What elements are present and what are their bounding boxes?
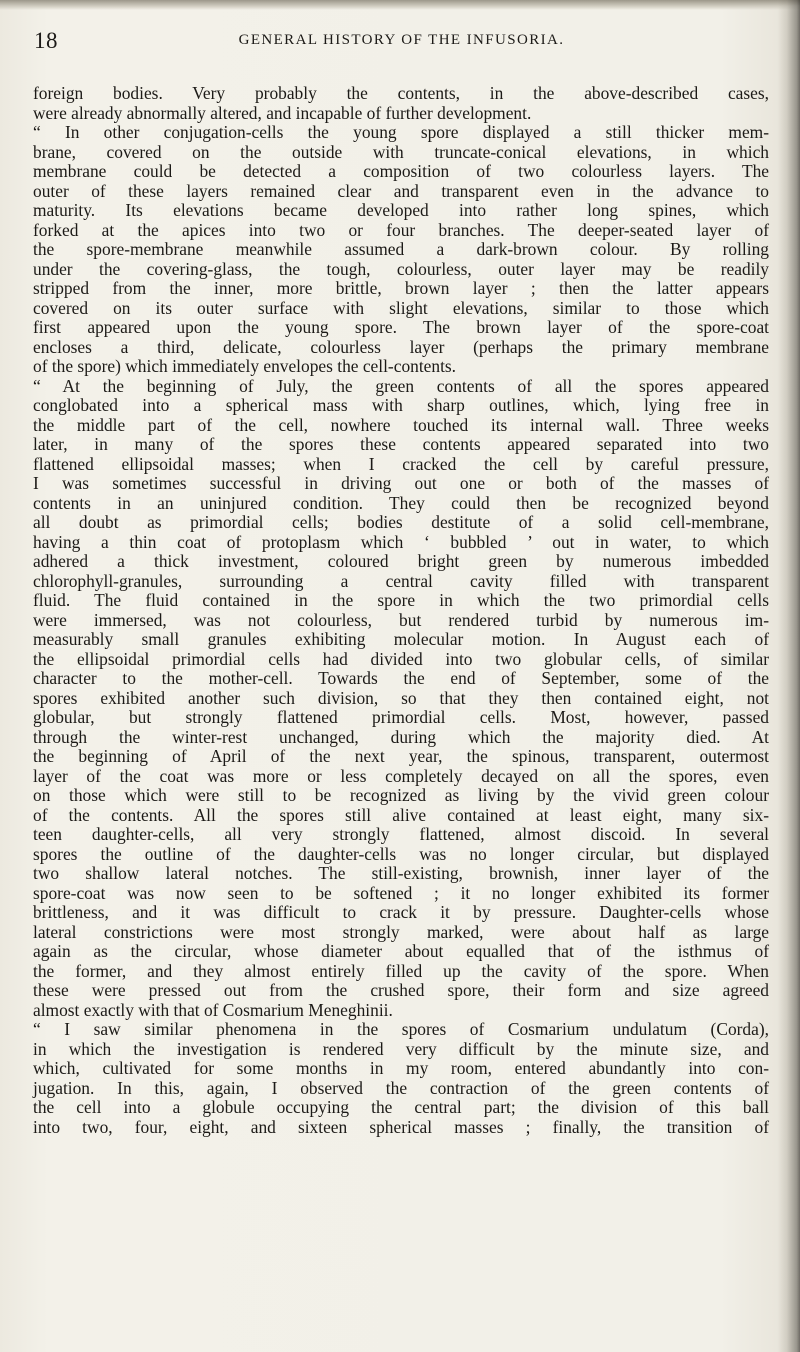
text-line: first appeared upon the young spore. The brown layer of the spore-coat bbox=[33, 317, 769, 337]
text-line: globular, but strongly flattened primordial cells. Most, however, passed bbox=[33, 707, 769, 727]
text-line: covered on its outer surface with slight elevations, similar to those which bbox=[33, 297, 769, 318]
text-line: chlorophyll-granules, surrounding a central cavity filled with transparent bbox=[33, 570, 769, 591]
text-line: contents in an uninjured condition. They could then be recognized beyond bbox=[33, 492, 769, 513]
text-line: flattened ellipsoidal masses; when I cracked the cell by careful pressure, bbox=[33, 453, 769, 474]
text-line: conglobated into a spherical mass with sharp outlines, which, lying free in bbox=[33, 395, 769, 415]
text-line: maturity. Its elevations became developed into rather long spines, which bbox=[33, 200, 769, 220]
page-header bbox=[34, 28, 769, 54]
text-line: character to the mother-cell. Towards the end of September, some of the bbox=[33, 668, 769, 688]
text-line: into two, four, eight, and sixteen spherical masses ; finally, the transition of bbox=[33, 1116, 769, 1137]
text-line: layer of the coat was more or less completely decayed on all the spores, even bbox=[33, 765, 769, 786]
text-line: on those which were still to be recognized as living by the vivid green colour bbox=[33, 785, 769, 805]
text-line: the former, and they almost entirely filled up the cavity of the spore. When bbox=[33, 960, 769, 981]
text-line: of the contents. All the spores still alive contained at least eight, many six- bbox=[33, 804, 769, 825]
text-line: “ At the beginning of July, the green contents of all the spores appeared bbox=[33, 375, 769, 396]
scan-top-edge bbox=[0, 0, 800, 10]
text-line: later, in many of the spores these contents appeared separated into two bbox=[33, 434, 769, 454]
text-line: teen daughter-cells, all very strongly flattened, almost discoid. In several bbox=[33, 824, 769, 844]
text-line: brittleness, and it was difficult to crack it by pressure. Daughter-cells whose bbox=[33, 902, 769, 922]
text-line: two shallow lateral notches. The still-existing, brownish, inner layer of the bbox=[33, 863, 769, 883]
text-line: adhered a thick investment, coloured bright green by numerous imbedded bbox=[33, 551, 769, 571]
text-line: jugation. In this, again, I observed the contraction of the green contents of bbox=[33, 1077, 769, 1098]
text-line: foreign bodies. Very probably the contents, in the above-described cases, bbox=[33, 83, 769, 103]
running-head: GENERAL HISTORY OF THE INFUSORIA. bbox=[238, 32, 565, 48]
page-number: 18 bbox=[34, 28, 58, 53]
page-binding-shadow bbox=[778, 0, 800, 1352]
text-line: spores the outline of the daughter-cells was no longer circular, but displayed bbox=[33, 843, 769, 864]
text-line: membrane could be detected a composition of two colourless layers. The bbox=[33, 161, 769, 181]
text-line: the ellipsoidal primordial cells had divided into two globular cells, of similar bbox=[33, 648, 769, 669]
text-line: in which the investigation is rendered very difficult by the minute size, and bbox=[33, 1038, 769, 1059]
text-line: brane, covered on the outside with truncate-conical elevations, in which bbox=[33, 141, 769, 162]
text-line: the cell into a globule occupying the central part; the division of this ball bbox=[33, 1097, 769, 1117]
text-line: “ I saw similar phenomena in the spores of Cosmarium undulatum (Corda), bbox=[33, 1019, 769, 1039]
text-line: again as the circular, whose diameter about equalled that of the isthmus of bbox=[33, 941, 769, 961]
text-line: spores exhibited another such division, so that they then contained eight, not bbox=[33, 687, 769, 708]
text-line: I was sometimes successful in driving out one or both of the masses of bbox=[33, 473, 769, 493]
text-line: all doubt as primordial cells; bodies destitute of a solid cell-membrane, bbox=[33, 512, 769, 532]
text-line: the spore-membrane meanwhile assumed a dark-brown colour. By rolling bbox=[33, 239, 769, 259]
text-line: stripped from the inner, more brittle, brown layer ; then the latter appears bbox=[33, 278, 769, 298]
text-line: were immersed, was not colourless, but rendered turbid by numerous im- bbox=[33, 609, 769, 630]
text-line: fluid. The fluid contained in the spore in which the two primordial cells bbox=[33, 590, 769, 610]
text-line: these were pressed out from the crushed spore, their form and size agreed bbox=[33, 980, 769, 1000]
text-line: almost exactly with that of Cosmarium Meneghinii. bbox=[33, 999, 393, 1020]
text-line: the middle part of the cell, nowhere touched its internal wall. Three weeks bbox=[33, 414, 769, 435]
text-line: through the winter-rest unchanged, during which the majority died. At bbox=[33, 726, 769, 747]
text-line: outer of these layers remained clear and transparent even in the advance to bbox=[33, 180, 769, 201]
text-line: spore-coat was now seen to be softened ; it no longer exhibited its former bbox=[33, 882, 769, 903]
text-line: lateral constrictions were most strongly marked, were about half as large bbox=[33, 921, 769, 942]
text-line: were already abnormally altered, and incapable of further development. bbox=[33, 102, 532, 123]
text-line: encloses a third, delicate, colourless layer (perhaps the primary membrane bbox=[33, 336, 769, 357]
text-line: the beginning of April of the next year, the spinous, transparent, outermost bbox=[33, 746, 769, 766]
text-line: under the covering-glass, the tough, colourless, outer layer may be readily bbox=[33, 258, 769, 279]
text-line: measurably small granules exhibiting molecular motion. In August each of bbox=[33, 629, 769, 649]
text-line: having a thin coat of protoplasm which ‘ bubbled ’ out in water, to which bbox=[33, 531, 769, 552]
text-line: forked at the apices into two or four branches. The deeper-seated layer of bbox=[33, 219, 769, 240]
text-line: “ In other conjugation-cells the young spore displayed a still thicker mem- bbox=[33, 122, 769, 142]
body-text bbox=[33, 84, 769, 1137]
text-line: of the spore) which immediately envelopes the cell-contents. bbox=[33, 356, 457, 376]
text-line: which, cultivated for some months in my room, entered abundantly into con- bbox=[33, 1058, 769, 1078]
